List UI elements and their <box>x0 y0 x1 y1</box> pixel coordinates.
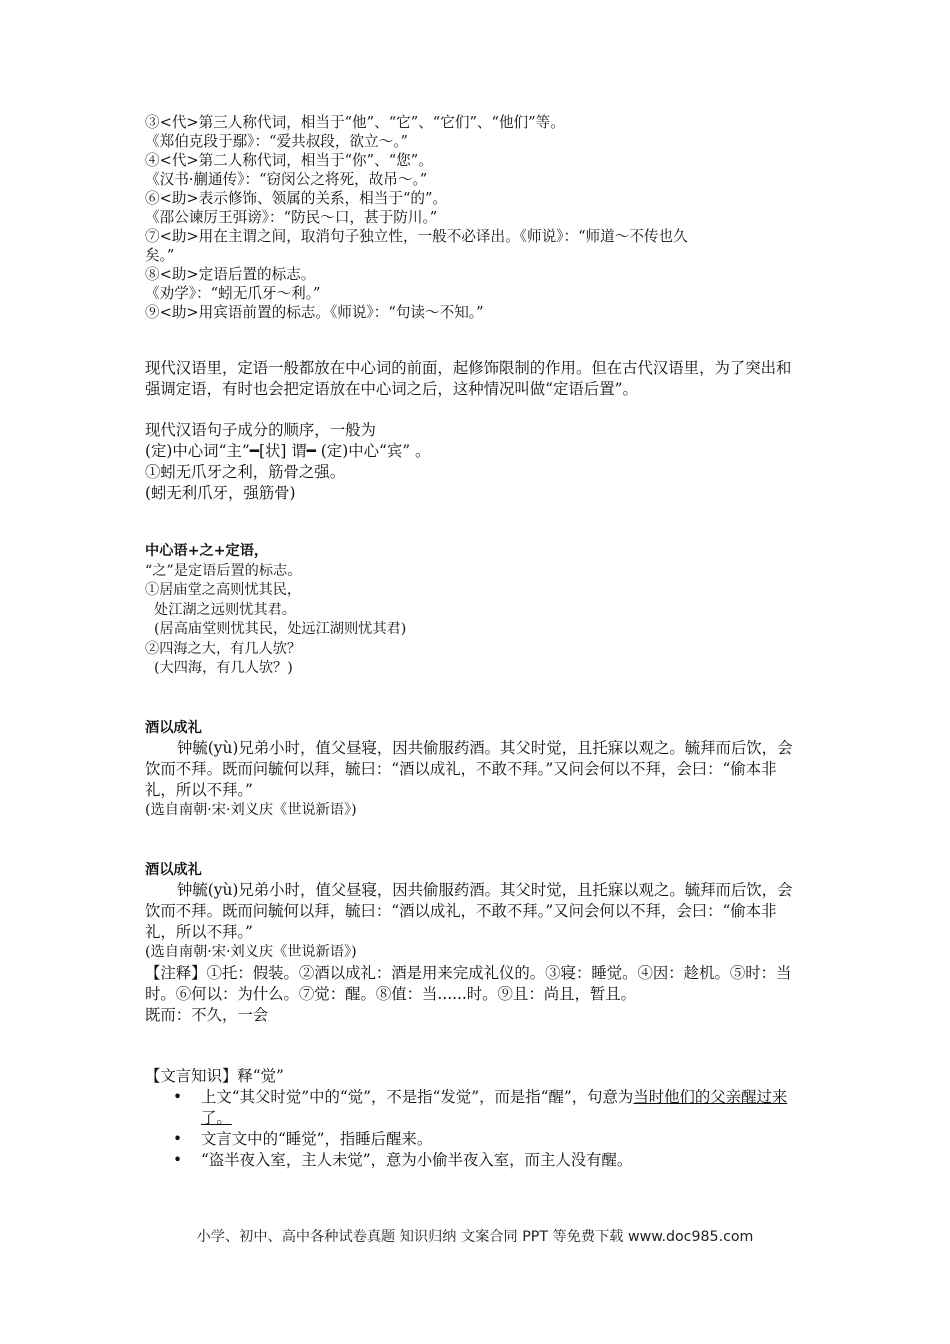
text-body: 钟毓(yù)兄弟小时，值父昼寝，因共偷服药酒。其父时觉，且托寐以观之。毓拜而后饮，会饮而不拜。既而问毓何以拜，毓曰：“酒以成礼，不敢不拜。”又问会何以不拜，会曰：“偷本非礼，所以不拜。” <box>145 881 793 941</box>
example-line: (蚓无利爪牙，强筋骨) <box>145 484 296 502</box>
list-item: • “盗半夜入室，主人未觉”，意为小偷半夜入室，而主人没有醒。 <box>173 1150 633 1169</box>
intro-paragraph: 现代汉语里，定语一般都放在中心词的前面，起修饰限制的作用。但在古代汉语里，为了突出和强调定语，有时也会把定语放在中心词之后，这种情况叫做“定语后置”。 <box>145 359 792 398</box>
page-footer: 小学、初中、高中各种试卷真题 知识归纳 文案合同 PPT 等免费下载 www.doc985.com <box>196 1229 754 1245</box>
knowledge-block <box>145 1066 805 1171</box>
usage-line: ⑥<助>表示修饰、领属的关系，相当于“的”。 <box>145 190 448 207</box>
pattern-line: (大四海，有几人欤？) <box>154 660 293 676</box>
usage-list <box>145 113 805 322</box>
usage-line: ④<代>第二人称代词，相当于“你”、“您”。 <box>145 152 433 169</box>
usage-line: ⑧<助>定语后置的标志。 <box>145 266 316 283</box>
pattern-line: “之”是定语后置的标志。 <box>145 562 302 579</box>
pattern-line: ②四海之大，有几人欤？ <box>145 640 302 657</box>
document-page <box>145 113 805 1171</box>
example-line: ①蚓无爪牙之利，筋骨之强。 <box>145 463 346 481</box>
classical-text-2 <box>145 861 805 1026</box>
knowledge-list <box>145 1087 805 1171</box>
pattern-block <box>145 542 805 679</box>
text-title: 酒以成礼 <box>145 861 202 878</box>
text-title: 酒以成礼 <box>145 719 202 736</box>
pattern-title: 中心语+之+定语， <box>145 543 269 559</box>
pattern-line: ①居庙堂之高则忧其民， <box>145 582 302 598</box>
knowledge-title: 【文言知识】释“觉” <box>145 1066 284 1085</box>
annotation-notes-extra: 既而：不久，一会 <box>145 1005 269 1024</box>
text-body: 钟毓(yù)兄弟小时，值父昼寝，因共偷服药酒。其父时觉，且托寐以观之。毓拜而后饮，会饮而不拜。既而问毓何以拜，毓曰：“酒以成礼，不敢不拜。”又问会何以不拜，会曰：“偷本非礼，所以不拜。” <box>145 739 793 799</box>
usage-line: 《劝学》：“蚓无爪牙～利。” <box>145 285 321 302</box>
list-item: • 上文“其父时觉”中的“觉”，不是指“发觉”，而是指“醒”，句意为当时他们的父亲醒过来了。 <box>173 1087 788 1127</box>
bullet-icon: • <box>173 1129 183 1148</box>
word-order-block <box>145 420 805 504</box>
text-source: (选自南朝·宋·刘义庆《世说新语》) <box>145 802 357 818</box>
bullet-icon: • <box>173 1150 183 1169</box>
pattern-line: 处江湖之远则忧其君。 <box>154 601 296 618</box>
usage-line: 《郑伯克段于鄢》：“爱共叔段，欲立～。” <box>145 133 409 150</box>
usage-line: 《邵公谏厉王弭谤》：“防民～口，甚于防川。” <box>145 209 438 226</box>
word-order-line: (定)中心词“主”━[状] 谓━ (定)中心“宾” 。 <box>145 442 431 460</box>
annotation-notes: 【注释】①托：假装。②酒以成礼：酒是用来完成礼仪的。③寝：睡觉。④因：趁机。⑤时：当时。⑥何以：为什么。⑦觉：醒。⑧值：当......时。⑨且：尚且，暂且。 <box>145 963 792 1003</box>
usage-line: 矣。” <box>145 247 175 264</box>
pattern-line: (居高庙堂则忧其民，处远江湖则忧其君) <box>154 621 407 637</box>
text-source: (选自南朝·宋·刘义庆《世说新语》) <box>145 944 357 960</box>
list-item: • 文言文中的“睡觉”，指睡后醒来。 <box>173 1129 433 1148</box>
usage-line: 《汉书·蒯通传》：“窃闵公之将死，故吊～。” <box>145 171 428 188</box>
usage-line: ⑦<助>用在主谓之间，取消句子独立性，一般不必译出。《师说》：“师道～不传也久 <box>145 228 688 245</box>
bullet-icon: • <box>173 1087 183 1106</box>
classical-text-1 <box>145 719 805 821</box>
usage-line: ③<代>第三人称代词，相当于“他”、“它”、“它们”、“他们”等。 <box>145 114 565 131</box>
word-order-line: 现代汉语句子成分的顺序，一般为 <box>145 421 376 439</box>
underlined-translation: 当时他们的父亲醒过来了。 <box>201 1087 788 1127</box>
usage-line: ⑨<助>用宾语前置的标志。《师说》：“句读～不知。” <box>145 304 484 321</box>
